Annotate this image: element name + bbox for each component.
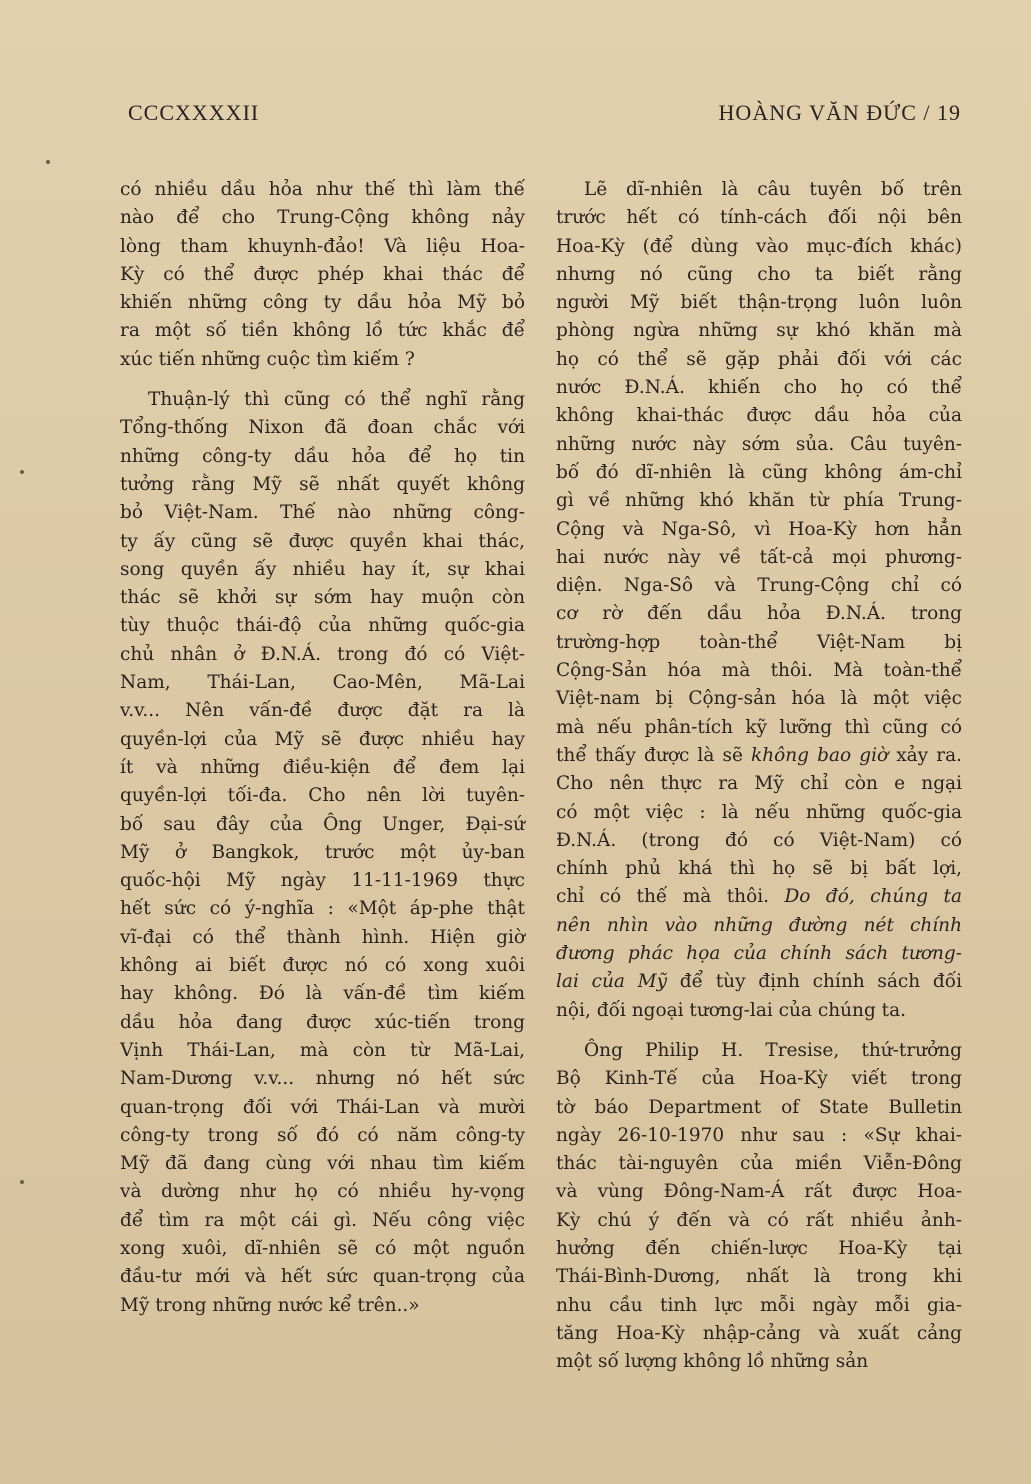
text-line: xúc tiến những cuộc tìm kiếm ? (120, 348, 415, 370)
text-line: thác sẽ khởi sự sớm hay muộn còn (120, 587, 525, 609)
text-line: Vịnh Thái-Lan, mà còn từ Mã-Lai, (120, 1039, 525, 1061)
text-line: công-ty trong số đó có năm công-ty (120, 1124, 525, 1146)
text-line: hai nước này về tất-cả mọi phương- (556, 546, 962, 568)
text-line: quyền-lợi tối-đa. Cho nên lời tuyên- (120, 785, 525, 807)
text-line: Thái-Bình-Dương, nhất là trong khi (556, 1266, 962, 1288)
text-line: Lẽ dĩ-nhiên là câu tuyên bố trên (584, 179, 962, 200)
paragraph (556, 176, 962, 1025)
text-line: nội, đối ngoại tương-lai của chúng ta. (556, 999, 907, 1021)
stain-mark (20, 1180, 24, 1184)
text-line: quốc-hội Mỹ ngày 11-11-1969 thực (120, 870, 525, 892)
text-line: Mỹ đã đang cùng với nhau tìm kiếm (120, 1153, 525, 1175)
text-line: Cộng và Nga-Sô, vì Hoa-Kỳ hơn hẳn (556, 518, 962, 540)
text-line: lòng tham khuynh-đảo! Và liệu Hoa- (120, 235, 525, 257)
text-line: song quyền ấy nhiều hay ít, sự khai (120, 558, 525, 580)
text-line: Mỹ trong những nước kể trên..» (120, 1294, 420, 1316)
text-line: hết sức có ý-nghĩa : «Một áp-phe thật (120, 898, 525, 920)
text-line: những nước này sớm sủa. Câu tuyên- (556, 433, 962, 455)
text-line: và vùng Đông-Nam-Á rất được Hoa- (556, 1181, 962, 1203)
text-line: Hoa-Kỳ (để dùng vào mục-đích khác) (556, 235, 962, 257)
text-line: đầu-tư mới và hết sức quan-trọng của (120, 1266, 525, 1288)
text-line: phòng ngừa những sự khó khăn mà (556, 320, 962, 342)
text-line: Bộ Kinh-Tế của Hoa-Kỳ viết trong (556, 1068, 962, 1090)
stain-mark (20, 470, 24, 474)
text-line: khiến những công ty dầu hỏa Mỹ bỏ (120, 292, 525, 314)
text-line: Nam-Dương v.v... nhưng nó hết sức (120, 1068, 525, 1090)
text-line: có một việc : là nếu những quốc-gia (556, 801, 962, 823)
text-line: diện. Nga-Sô và Trung-Cộng chỉ có (556, 575, 962, 597)
paragraph (120, 386, 525, 1320)
text-line: Cho nên thực ra Mỹ chỉ còn e ngại (556, 773, 962, 795)
paragraph (120, 176, 525, 374)
text-line: quan-trọng đối với Thái-Lan và mười (120, 1096, 525, 1118)
text-line: trước hết có tính-cách đối nội bên (556, 207, 962, 229)
text-line: Cộng-Sản hóa mà thôi. Mà toàn-thể (556, 660, 962, 682)
text-line: chỉ có thế mà thôi. Do đó, chúng ta (556, 886, 962, 908)
text-line: một số lượng không lồ những sản (556, 1351, 869, 1373)
text-line: xong xuôi, dĩ-nhiên sẽ có một nguồn (120, 1237, 525, 1259)
text-line: gì về những khó khăn từ phía Trung- (556, 490, 962, 512)
text-line: tưởng rằng Mỹ sẽ nhất quyết không (120, 473, 525, 495)
text-line: lai của Mỹ để tùy định chính sách đối (556, 971, 962, 993)
text-line: để tìm ra một cái gì. Nếu công việc (120, 1209, 525, 1231)
text-line: cơ rờ đến dầu hỏa Đ.N.Á. trong (556, 603, 962, 625)
running-header-right: HOÀNG VĂN ĐỨC / 19 (718, 100, 961, 125)
text-line: không khai-thác được dầu hỏa của (556, 405, 962, 427)
paragraph (556, 1037, 962, 1377)
text-line: trường-hợp toàn-thể Việt-Nam bị (556, 631, 962, 653)
text-line: bỏ Việt-Nam. Thế nào những công- (120, 502, 525, 524)
text-line: Tổng-thống Nixon đã đoan chắc với (120, 417, 525, 439)
text-line: v.v... Nên vấn-đề được đặt ra là (120, 700, 525, 722)
text-line: ngày 26-10-1970 như sau : «Sự khai- (556, 1124, 962, 1146)
text-line: chính phủ khá thì họ sẽ bị bất lợi, (556, 858, 962, 880)
text-line: có nhiều dầu hỏa như thế thì làm thế (120, 179, 525, 200)
running-header-left: CCCXXXXII (128, 100, 260, 125)
text-line: Ông Philip H. Tresise, thứ-trưởng (584, 1039, 962, 1061)
text-line: tùy thuộc thái-độ của những quốc-gia (120, 615, 525, 637)
text-line: nước Đ.N.Á. khiến cho họ có thể (556, 377, 962, 399)
text-line: Nam, Thái-Lan, Cao-Mên, Mã-Lai (120, 672, 525, 694)
text-line: thể thấy được là sẽ không bao giờ xảy ra. (556, 744, 962, 766)
text-line: người Mỹ biết thận-trọng luôn luôn (556, 292, 962, 314)
text-line: vĩ-đại có thể thành hình. Hiện giờ (120, 926, 525, 948)
text-line: chủ nhân ở Đ.N.Á. trong đó có Việt- (120, 643, 525, 665)
text-line: mà nếu phân-tích kỹ lưỡng thì cũng có (556, 716, 962, 738)
text-line: ty ấy cũng sẽ được quyền khai thác, (120, 530, 525, 552)
text-line: và dường như họ có nhiều hy-vọng (120, 1181, 525, 1203)
text-line: đương phác họa của chính sách tương- (556, 943, 962, 965)
text-line: ít và những điều-kiện để đem lại (120, 756, 525, 778)
text-line: Thuận-lý thì cũng có thể nghĩ rằng (148, 389, 525, 411)
text-line: ra một số tiền không lồ tức khắc để (120, 320, 525, 342)
text-line: tăng Hoa-Kỳ nhập-cảng và xuất cảng (556, 1322, 962, 1344)
text-line: Đ.N.Á. (trong đó có Việt-Nam) có (556, 829, 962, 851)
text-line: Kỳ có thể được phép khai thác để (120, 263, 525, 285)
text-line: dầu hỏa đang được xúc-tiến trong (120, 1011, 525, 1033)
text-line: bố đó dĩ-nhiên là cũng không ám-chỉ (556, 461, 962, 483)
text-line: tờ báo Department of State Bulletin (556, 1096, 962, 1118)
text-line: Kỳ chú ý đến và có rất nhiều ảnh- (556, 1209, 962, 1231)
text-line: Việt-nam bị Cộng-sản hóa là một việc (556, 688, 962, 710)
text-line: bố sau đây của Ông Unger, Đại-sứ (120, 813, 525, 835)
stain-mark (46, 160, 50, 164)
right-column (556, 176, 962, 1376)
text-line: nào để cho Trung-Cộng không nảy (120, 207, 525, 229)
text-line: quyền-lợi của Mỹ sẽ được nhiều hay (120, 728, 525, 750)
text-line: những công-ty dầu hỏa để họ tin (120, 445, 525, 467)
text-line: nhu cầu tinh lực mỗi ngày mỗi gia- (556, 1294, 962, 1316)
left-column (120, 176, 525, 1320)
text-line: nhưng nó cũng cho ta biết rằng (556, 263, 962, 285)
text-line: thác tài-nguyên của miền Viễn-Đông (556, 1153, 962, 1175)
text-line: không ai biết được nó có xong xuôi (120, 955, 525, 977)
text-line: nên nhìn vào những đường nét chính (556, 914, 962, 936)
text-line: hưởng đến chiến-lược Hoa-Kỳ tại (556, 1237, 962, 1259)
text-line: hay không. Đó là vấn-đề tìm kiếm (120, 983, 525, 1005)
text-line: họ có thể sẽ gặp phải đối với các (556, 348, 962, 370)
text-line: Mỹ ở Bangkok, trước một ủy-ban (120, 841, 525, 863)
